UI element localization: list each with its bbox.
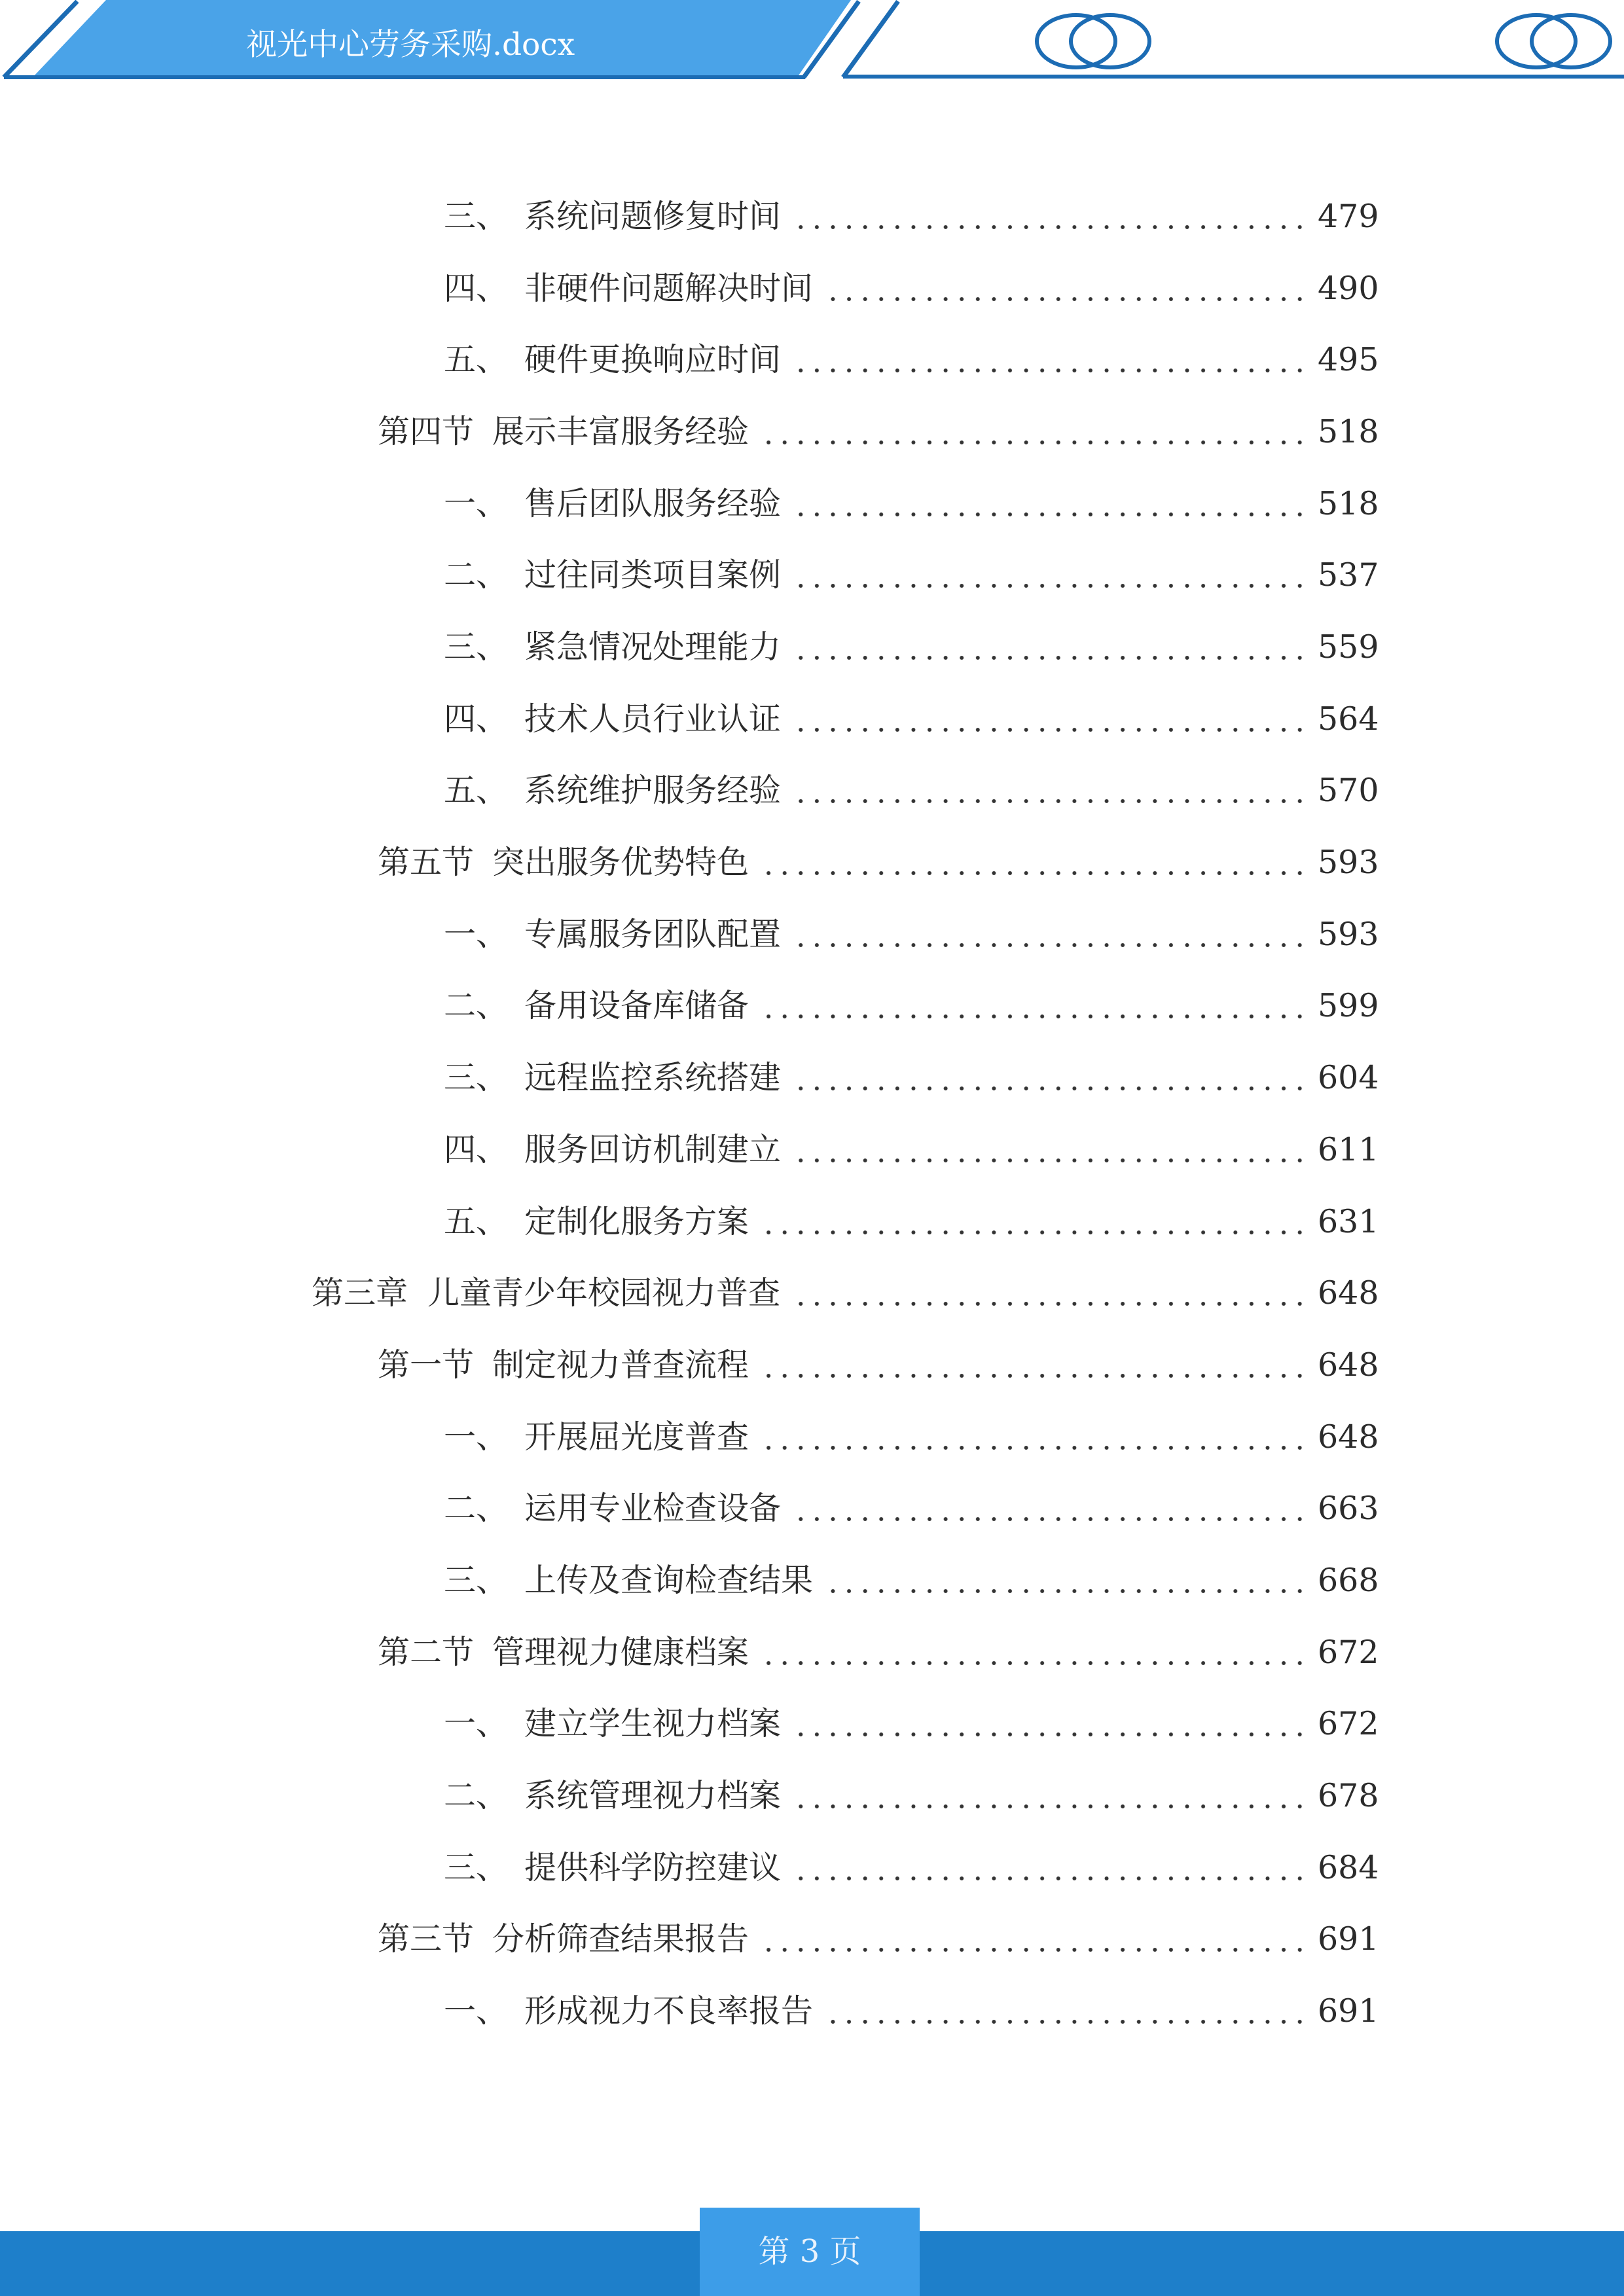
toc-entry-page-number: 611 [1318, 1130, 1379, 1168]
toc-dot-leader [757, 986, 1308, 1026]
toc-entry[interactable] [444, 1704, 1377, 1744]
toc-dot-leader [757, 843, 1308, 882]
toc-entry-page-number: 678 [1318, 1776, 1379, 1814]
toc-entry-prefix: 四、 [444, 700, 509, 738]
toc-entry[interactable] [444, 700, 1377, 739]
toc-entry-title: 远程监控系统搭建 [524, 1059, 782, 1097]
toc-entry-prefix: 一、 [444, 1418, 509, 1456]
toc-entry[interactable] [444, 1418, 1377, 1457]
toc-entry-title: 管理视力健康档案 [492, 1633, 749, 1671]
toc-dot-leader [821, 269, 1308, 308]
toc-entry-page-number: 559 [1318, 628, 1379, 666]
toc-dot-leader [757, 1920, 1308, 1959]
toc-entry-title: 技术人员行业认证 [524, 700, 782, 738]
toc-entry-page-number: 593 [1318, 844, 1379, 882]
toc-entry-prefix: 五、 [444, 772, 509, 810]
toc-entry-page-number: 518 [1318, 413, 1379, 451]
toc-entry-title: 建立学生视力档案 [524, 1705, 782, 1743]
toc-entry-prefix: 五、 [444, 341, 509, 379]
toc-entry-prefix: 二、 [444, 987, 509, 1025]
toc-entry-title: 制定视力普查流程 [492, 1346, 749, 1384]
toc-entry-prefix: 五、 [444, 1202, 509, 1240]
toc-entry[interactable] [444, 484, 1377, 524]
toc-dot-leader [789, 1058, 1308, 1098]
toc-entry-title: 硬件更换响应时间 [524, 341, 782, 379]
toc-entry-title: 备用设备库储备 [524, 987, 749, 1025]
toc-entry-prefix: 三、 [444, 1561, 509, 1599]
toc-entry-title: 过往同类项目案例 [524, 556, 782, 594]
toc-entry[interactable] [444, 771, 1377, 810]
toc-entry-page-number: 490 [1318, 269, 1379, 307]
toc-entry-prefix: 一、 [444, 915, 509, 953]
toc-entry[interactable] [444, 1058, 1377, 1098]
toc-entry-title: 专属服务团队配置 [524, 915, 782, 953]
toc-entry[interactable] [444, 340, 1377, 380]
toc-entry-prefix: 一、 [444, 484, 509, 522]
toc-entry-title: 开展屈光度普查 [524, 1418, 749, 1456]
toc-entry-title: 儿童青少年校园视力普查 [427, 1274, 781, 1312]
toc-entry-page-number: 564 [1318, 700, 1379, 738]
toc-entry-prefix: 第三章 [312, 1274, 408, 1312]
toc-entry-page-number: 648 [1318, 1274, 1379, 1312]
toc-entry-title: 紧急情况处理能力 [524, 628, 782, 666]
toc-dot-leader [757, 1633, 1308, 1672]
toc-entry-page-number: 684 [1318, 1848, 1379, 1886]
toc-dot-leader [789, 1848, 1308, 1888]
toc-entry[interactable] [444, 269, 1377, 308]
toc-entry-page-number: 518 [1318, 484, 1379, 522]
toc-dot-leader [788, 1274, 1308, 1313]
toc-dot-leader [789, 556, 1308, 595]
toc-entry-page-number: 631 [1318, 1202, 1379, 1240]
toc-entry-prefix: 四、 [444, 269, 509, 307]
toc-entry[interactable] [444, 1489, 1377, 1528]
toc-dot-leader [789, 771, 1308, 810]
toc-entry[interactable] [444, 986, 1377, 1026]
toc-entry-page-number: 663 [1318, 1490, 1379, 1528]
toc-dot-leader [757, 412, 1308, 452]
toc-entry-title: 形成视力不良率报告 [524, 1992, 814, 2030]
toc-entry-page-number: 604 [1318, 1059, 1379, 1097]
toc-entry-title: 定制化服务方案 [524, 1202, 749, 1240]
toc-entry-prefix: 一、 [444, 1705, 509, 1743]
toc-dot-leader [757, 1202, 1308, 1242]
toc-entry-page-number: 537 [1318, 556, 1379, 594]
toc-entry-page-number: 599 [1318, 987, 1379, 1025]
toc-entry-prefix: 三、 [444, 628, 509, 666]
toc-entry-page-number: 648 [1318, 1418, 1379, 1456]
toc-entry-prefix: 二、 [444, 556, 509, 594]
toc-entry-page-number: 593 [1318, 915, 1379, 953]
toc-entry-prefix: 第一节 [378, 1346, 475, 1384]
toc-entry[interactable] [444, 915, 1377, 954]
toc-dot-leader [789, 484, 1308, 524]
toc-entry[interactable] [444, 1776, 1377, 1816]
toc-dot-leader [821, 1992, 1308, 2031]
toc-entry-title: 分析筛查结果报告 [492, 1920, 749, 1958]
toc-entry-prefix: 四、 [444, 1130, 509, 1168]
toc-entry-prefix: 第五节 [378, 844, 475, 882]
toc-entry[interactable] [378, 1346, 1377, 1385]
toc-entry-title: 非硬件问题解决时间 [524, 269, 814, 307]
toc-entry-prefix: 三、 [444, 1059, 509, 1097]
toc-entry-prefix: 二、 [444, 1490, 509, 1528]
toc-dot-leader [757, 1418, 1308, 1457]
toc-entry-title: 服务回访机制建立 [524, 1130, 782, 1168]
toc-entry-title: 运用专业检查设备 [524, 1490, 782, 1528]
toc-entry[interactable] [378, 412, 1377, 452]
toc-dot-leader [757, 1346, 1308, 1385]
toc-entry-title: 系统维护服务经验 [524, 772, 782, 810]
toc-entry-prefix: 二、 [444, 1776, 509, 1814]
toc-entry-prefix: 第二节 [378, 1633, 475, 1671]
toc-entry[interactable] [444, 1848, 1377, 1888]
toc-entry-prefix: 第四节 [378, 413, 475, 451]
toc-entry-page-number: 672 [1318, 1633, 1379, 1671]
toc-entry-page-number: 479 [1318, 198, 1379, 235]
toc-entry-prefix: 第三节 [378, 1920, 475, 1958]
toc-entry-page-number: 495 [1318, 341, 1379, 379]
toc-entry[interactable] [444, 1992, 1377, 2031]
toc-dot-leader [789, 915, 1308, 954]
toc-entry-title: 系统问题修复时间 [524, 198, 782, 235]
toc-entry-title: 提供科学防控建议 [524, 1848, 782, 1886]
toc-entry[interactable] [378, 843, 1377, 882]
toc-entry-page-number: 648 [1318, 1346, 1379, 1384]
document-title: 视光中心劳务采购.docx [246, 27, 575, 63]
toc-dot-leader [789, 1704, 1308, 1744]
toc-dot-leader [789, 1489, 1308, 1528]
toc-entry-page-number: 570 [1318, 772, 1379, 810]
toc-entry-title: 突出服务优势特色 [492, 844, 749, 882]
toc-entry-prefix: 一、 [444, 1992, 509, 2030]
toc-entry[interactable] [444, 1561, 1377, 1600]
toc-dot-leader [789, 1776, 1308, 1816]
toc-dot-leader [789, 1130, 1308, 1170]
toc-entry-page-number: 668 [1318, 1561, 1379, 1599]
toc-entry-prefix: 三、 [444, 1848, 509, 1886]
toc-entry-title: 售后团队服务经验 [524, 484, 782, 522]
toc-entry-page-number: 672 [1318, 1705, 1379, 1743]
toc-entry[interactable] [378, 1920, 1377, 1959]
toc-dot-leader [789, 628, 1308, 667]
toc-entry[interactable] [444, 556, 1377, 595]
toc-dot-leader [789, 197, 1308, 236]
toc-entry-page-number: 691 [1318, 1920, 1379, 1958]
toc-entry-title: 展示丰富服务经验 [492, 413, 749, 451]
toc-entry[interactable] [444, 628, 1377, 667]
toc-entry[interactable] [444, 1130, 1377, 1170]
toc-entry[interactable] [444, 197, 1377, 236]
toc-entry-page-number: 691 [1318, 1992, 1379, 2030]
toc-entry-title: 系统管理视力档案 [524, 1776, 782, 1814]
toc-entry[interactable] [378, 1633, 1377, 1672]
toc-entry-prefix: 三、 [444, 198, 509, 235]
toc-dot-leader [789, 340, 1308, 380]
page-number-label: 第 3 页 [758, 2233, 861, 2270]
toc-dot-leader [821, 1561, 1308, 1600]
toc-dot-leader [789, 700, 1308, 739]
toc-entry[interactable] [312, 1274, 1377, 1313]
toc-entry[interactable] [444, 1202, 1377, 1242]
toc-entry-title: 上传及查询检查结果 [524, 1561, 814, 1599]
